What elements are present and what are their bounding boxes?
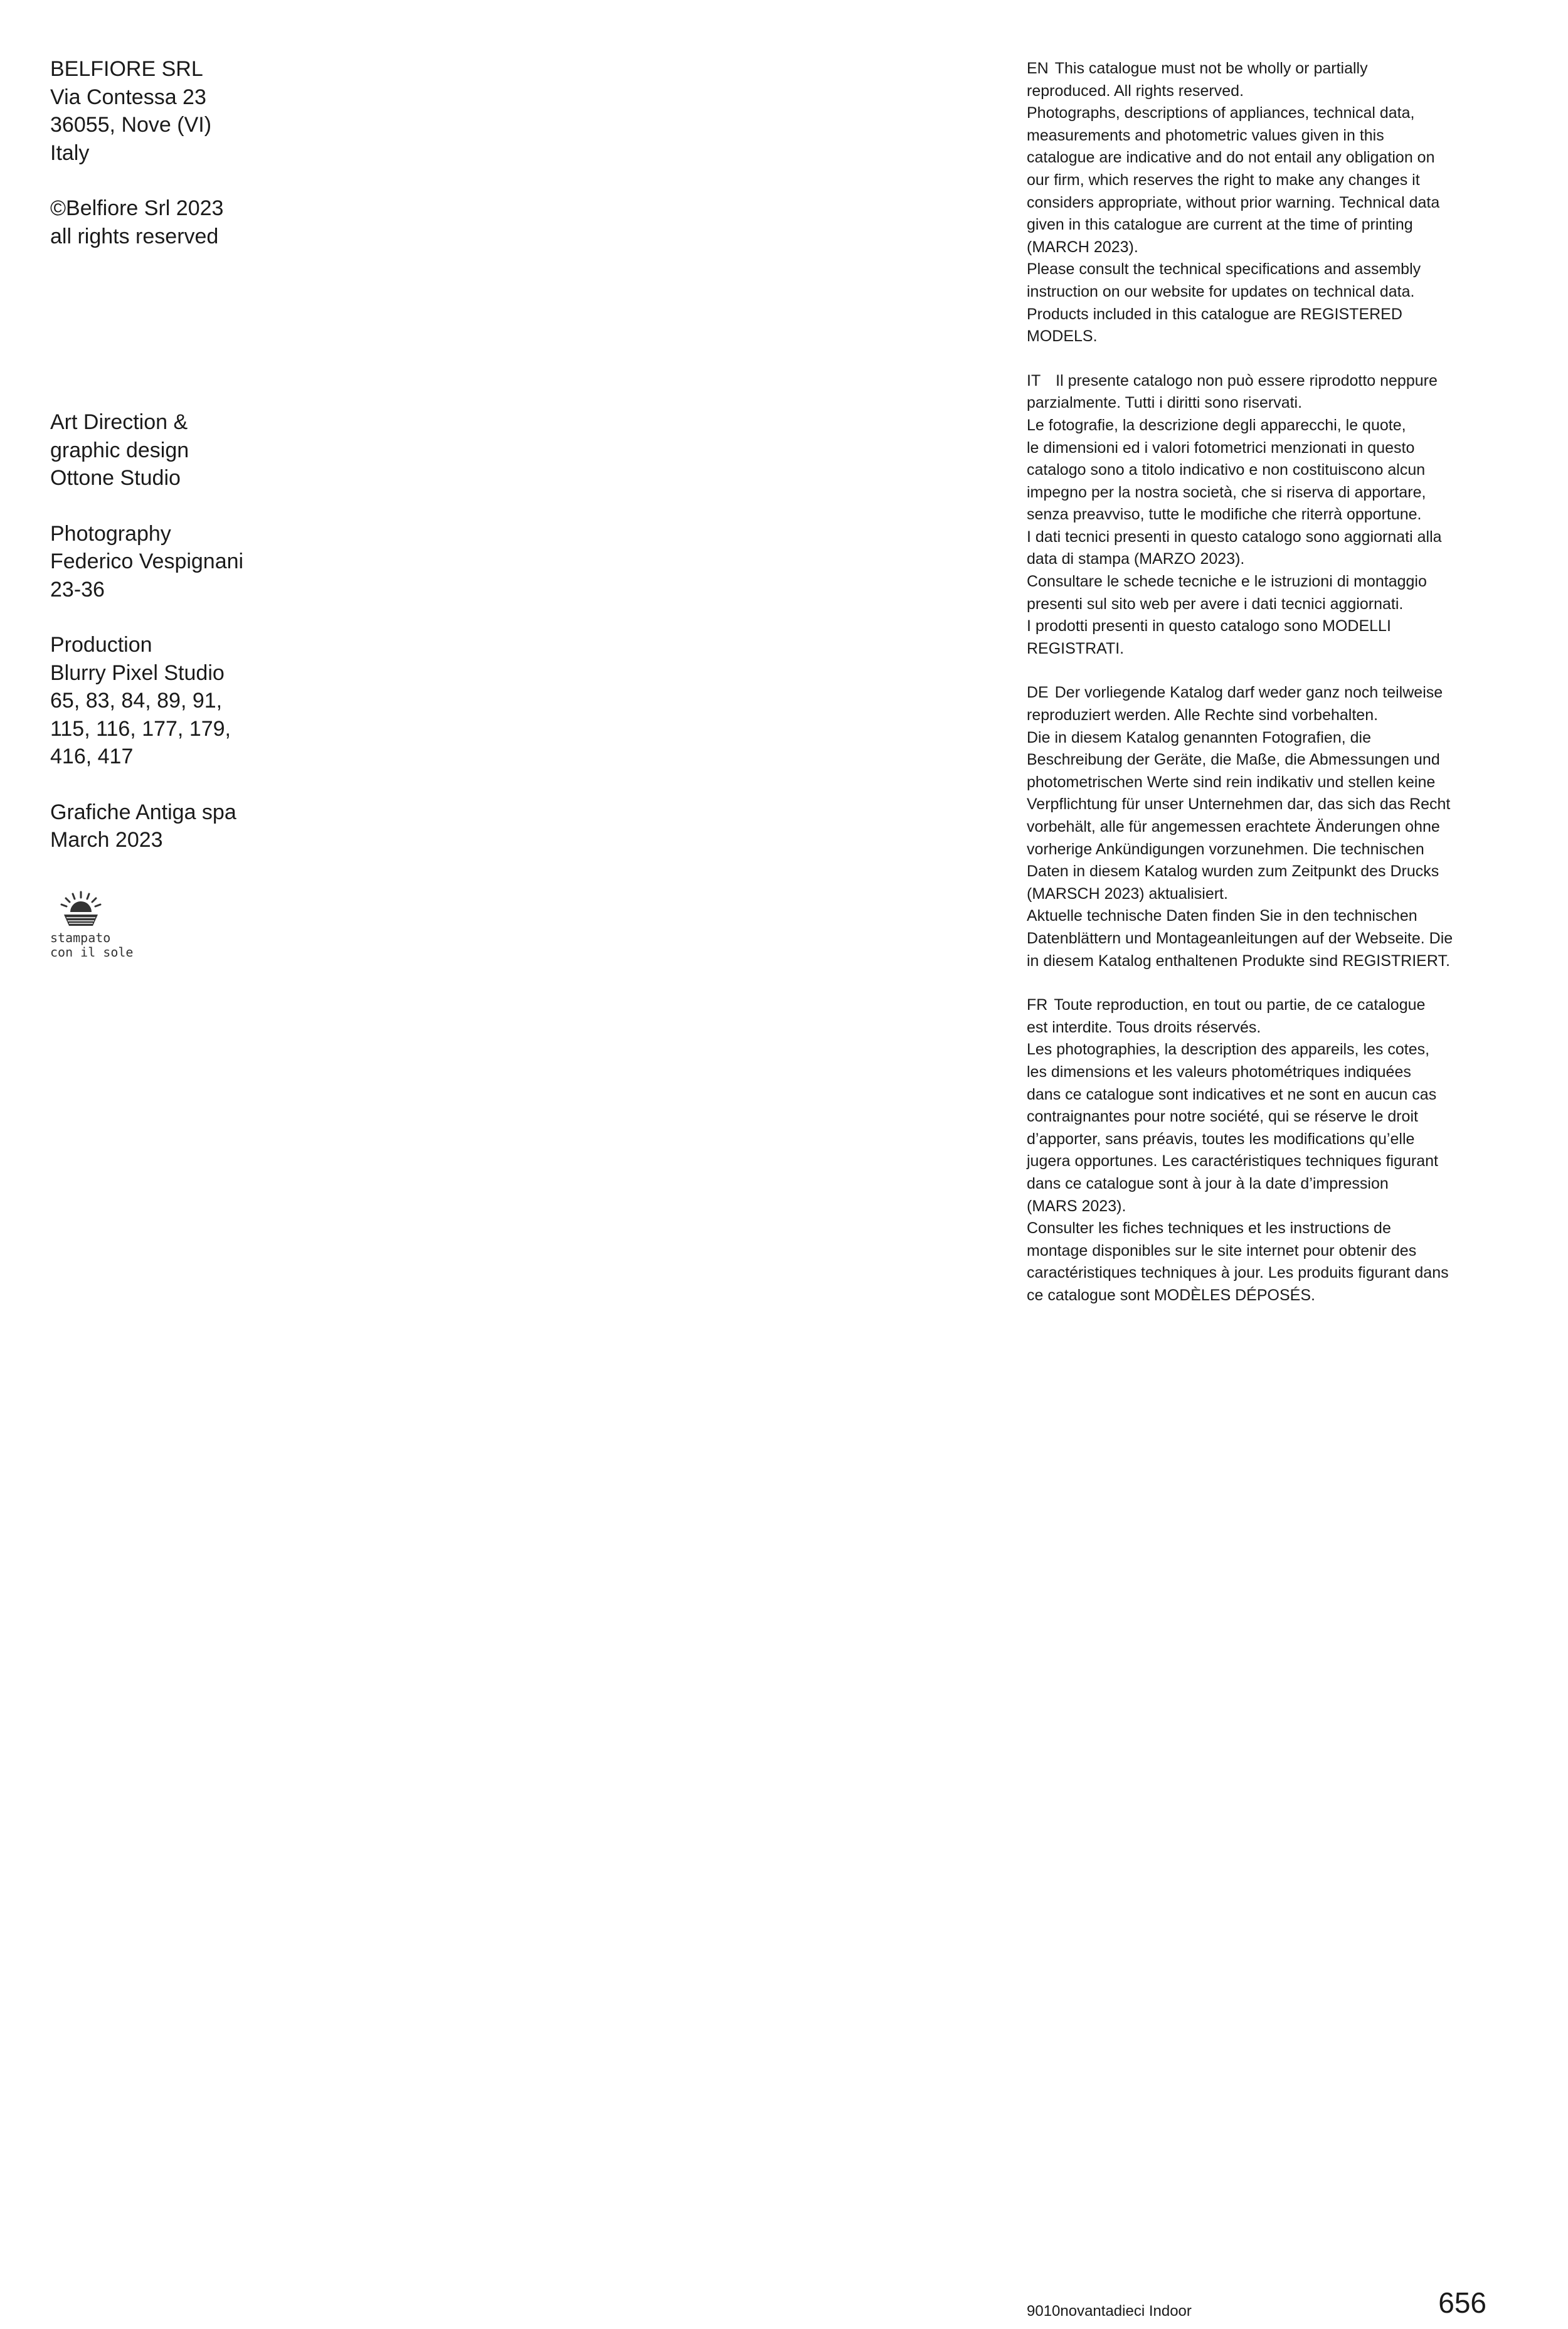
copyright-notice [50,194,376,250]
imprint-column [50,55,376,854]
disclaimer-it: IT Il presente catalogo non può essere riprodotto neppure parzialmente. Tutti i diritti sono riservati. Le fotografie, la descrizione degli apparecchi, le quote, le dimensioni ed i valori fotometrici menzionati in questo catalogo sono a titolo indicativo e non costituiscono alcun impegno per la nostra società, che si riserva di apportare, senza preavviso, tutte le modifiche che riterrà opportune. I dati tecnici presenti in questo catalogo sono aggiornati alla data di stampa (MARZO 2023). Consultare le schede tecniche e le istruzioni di montaggio presenti sul sito web per avere i dati tecnici aggiornati. I prodotti presenti in questo catalogo sono MODELLI REGISTRATI. [1027,371,1442,657]
disclaimer-en: EN This catalogue must not be wholly or partially reproduced. All rights reserved. Photographs, descriptions of appliances, technical data, measurements and photometric values given in this catalogue are indicative and do not entail any obligation on our firm, which reserves the right to make any changes it considers appropriate, without prior warning. Technical data given in this catalogue are current at the time of printing (MARCH 2023). Please consult the technical specifications and assembly instruction on our website for updates on technical data. Products included in this catalogue are REGISTERED MODELS. [1027,60,1440,346]
stampato-con-il-sole-logo [50,889,134,960]
language-code: EN [1027,60,1049,77]
disclaimer-column [1027,58,1503,1307]
catalogue-title: 9010novantadieci Indoor [1027,2303,1192,2320]
company-country: Italy [50,141,90,165]
language-code: FR [1027,996,1048,1014]
disclaimer-de: DE Der vorliegende Katalog darf weder ganz noch teilweise reproduziert werden. Alle Rechte sind vorbehalten. Die in diesem Katalog genannten Fotografien, die Beschreibung der Geräte, die Maße, die Abmessungen und photometrischen Werte sind rein indikativ und stellen keine Verpflichtung für unser Unternehmen dar, das sich das Recht vorbehält, alle für angemessen erachtete Änderungen ohne vorherige Ankündigungen vorzunehmen. Die technischen Daten in diesem Katalog wurden zum Zeitpunkt des Drucks (MARSCH 2023) aktualisiert. Aktuelle technische Daten finden Sie in den technischen Datenblättern und Montageanleitungen auf der Webseite. Die in diesem Katalog enthaltenen Produkte sind REGISTRIERT. [1027,684,1453,970]
language-code: IT [1027,371,1041,390]
disclaimer-fr: FR Toute reproduction, en tout ou partie, de ce catalogue est interdite. Tous droits réservés. Les photographies, la description des appareils, les cotes, les dimensions et les valeurs photométriques indiquées dans ce catalogue sont indicatives et ne sont en aucun cas contraignantes pour notre société, qui se réserve le droit d’apporter, sans préavis, toutes les modifications qu’elle jugera opportunes. Les caractéristiques techniques figurant dans ce catalogue sont à jour à la date d’impression (MARS 2023). Consulter les fiches techniques et les instructions de montage disponibles sur le site internet pour obtenir des caractéristiques techniques à jour. Les produits figurant dans ce catalogue sont MODÈLES DÉPOSÉS. [1027,996,1449,1304]
credit-heading: Production [50,633,152,657]
credit-printer [50,798,376,854]
credit-pages: 115, 116, 177, 179, [50,716,231,741]
credit-art-direction [50,408,376,492]
company-street: Via Contessa 23 [50,85,206,109]
credit-value: Federico Vespignani [50,549,244,573]
copyright-line: ©Belfiore Srl 2023 [50,196,224,220]
credit-pages: 23-36 [50,577,105,602]
credit-pages: 416, 417 [50,745,134,768]
credit-value: Ottone Studio [50,466,181,490]
credit-heading: graphic design [50,438,189,462]
page-number: 656 [1438,2286,1486,2319]
rights-line: all rights reserved [50,224,219,248]
company-city: 36055, Nove (VI) [50,113,212,137]
credit-production [50,631,376,771]
company-address [50,55,376,167]
company-name: BELFIORE SRL [50,57,203,81]
print-date: March 2023 [50,828,163,852]
sun-print-icon [59,889,103,928]
credit-heading: Photography [50,521,171,546]
language-code: DE [1027,684,1049,702]
printer-name: Grafiche Antiga spa [50,800,236,824]
logo-text: stampato con il sole [50,930,134,960]
credit-heading: Art Direction & [50,410,188,434]
credit-photography [50,520,376,604]
credit-value: Blurry Pixel Studio [50,661,225,685]
credit-pages: 65, 83, 84, 89, 91, [50,689,223,713]
